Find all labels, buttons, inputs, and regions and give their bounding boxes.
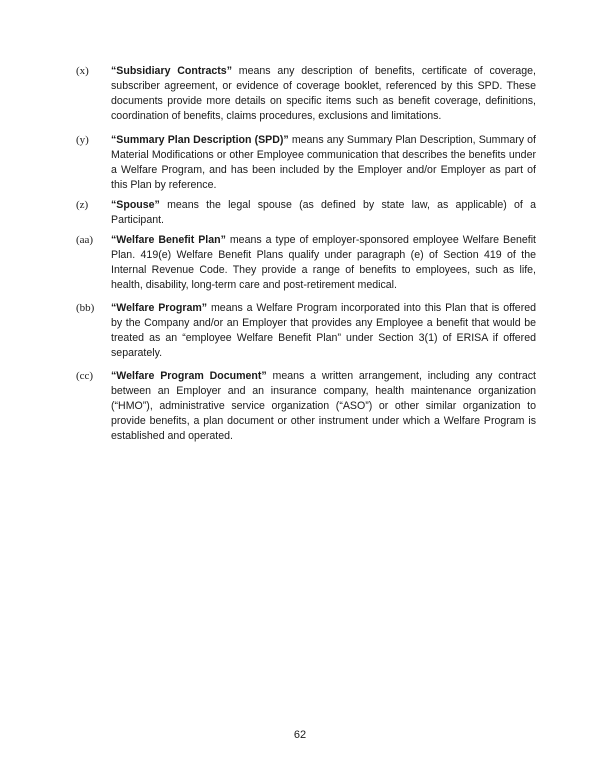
definition-term: “Subsidiary Contracts” <box>111 65 232 77</box>
definition-body: means any Summary Plan Description, Summary of Material Modifications or other Employee communication that describes the benefits under a Welfare Program, and has been included by the Employer and/or Employer as part of this Plan by reference. <box>111 134 536 191</box>
definition-x <box>76 64 536 124</box>
definition-number: (y) <box>76 134 89 146</box>
definition-z <box>76 198 536 228</box>
definitions-list <box>76 64 536 444</box>
definition-bb <box>76 301 536 361</box>
definition-aa <box>76 233 536 293</box>
definition-body: means any description of benefits, certificate of coverage, subscriber agreement, or evidence of coverage booklet, referenced by this SPD. These documents provide more details on specific items such as benefit coverage, definitions, coordination of benefits, claims procedures, exclusions and limitations. <box>111 65 536 122</box>
definition-body: means a Welfare Program incorporated into this Plan that is offered by the Company and/or an Employer that provides any Employee a benefit that would be treated as an “employee Welfare Benefit Plan” under Section 3(1) of ERISA if offered separately. <box>111 302 536 359</box>
definition-body: means a type of employer-sponsored employee Welfare Benefit Plan. 419(e) Welfare Benefit Plans qualify under paragraph (e) of Section 419 of the Internal Revenue Code. They provide a range of benefits to employees, such as life, health, disability, long-term care and post-retirement medical. <box>111 234 536 291</box>
definition-body: means the legal spouse (as defined by state law, as applicable) of a Participant. <box>111 199 536 226</box>
definition-body: means a written arrangement, including any contract between an Employer and an insurance company, health maintenance organization (“HMO”), administrative service organization (“ASO”) or other similar organization to provide benefits, a plan document or other instrument under which a Welfare Program is established and operated. <box>111 370 536 442</box>
definition-number: (aa) <box>76 234 94 246</box>
definition-number: (z) <box>76 199 89 211</box>
definition-term: “Welfare Program Document” <box>111 370 267 382</box>
definition-cc <box>76 369 536 444</box>
definition-number: (x) <box>76 65 89 77</box>
definition-number: (cc) <box>76 370 94 382</box>
definition-y <box>76 133 536 193</box>
definition-term: “Welfare Benefit Plan” <box>111 234 226 246</box>
definition-term: “Summary Plan Description (SPD)” <box>111 134 289 146</box>
definition-number: (bb) <box>76 302 95 314</box>
page-number: 62 <box>293 729 307 741</box>
definition-term: “Welfare Program” <box>111 302 208 314</box>
definition-term: “Spouse” <box>111 199 160 211</box>
